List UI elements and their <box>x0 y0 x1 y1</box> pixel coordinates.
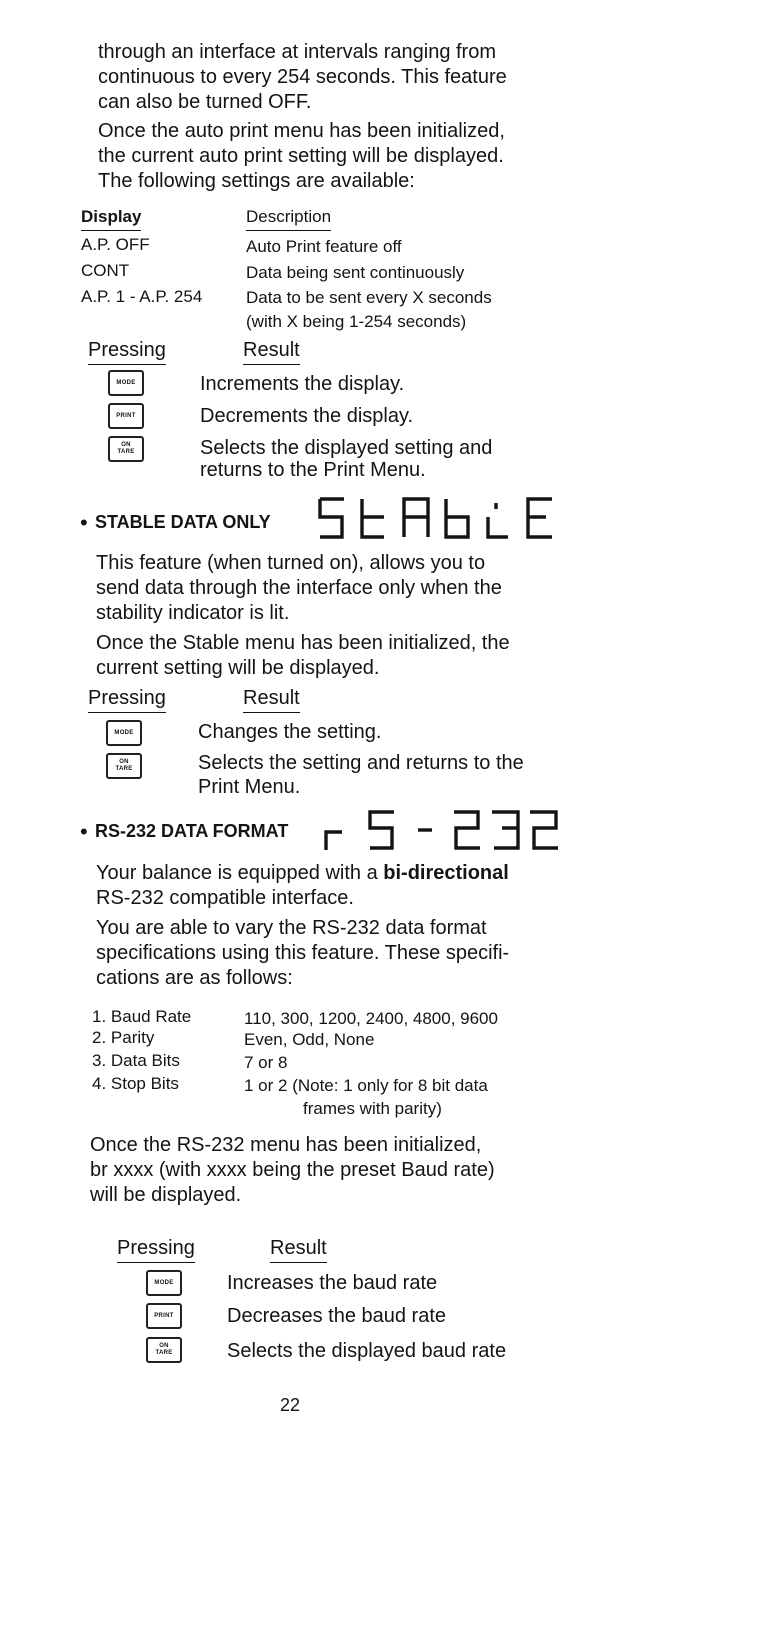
spec-label: 4. Stop Bits <box>92 1074 179 1093</box>
mode-key-label: MODE <box>116 379 136 386</box>
table-row-display: CONT <box>81 261 130 280</box>
rs232-intro-prefix: Your balance is equipped with a <box>96 862 378 884</box>
tare-key-label: TARE <box>117 449 135 455</box>
table-header-display-text: Display <box>81 205 141 231</box>
table-row-description: Auto Print feature off <box>246 237 402 256</box>
rs232-intro-bold: bi-directional <box>383 862 509 884</box>
mode-key-label: MODE <box>154 1279 174 1286</box>
on-tare-key-icon <box>146 1337 182 1363</box>
stable-heading: STABLE DATA ONLY <box>95 512 271 532</box>
spec-value: Even, Odd, None <box>244 1030 375 1049</box>
on-tare-key-icon <box>106 753 142 779</box>
mode-key-label: MODE <box>114 729 134 736</box>
stable-result-header <box>243 686 300 713</box>
stable-action-selects-2: Print Menu. <box>198 776 301 798</box>
mode-key-icon <box>108 370 144 396</box>
table-header-display <box>81 205 141 231</box>
stable-text-2: send data through the interface only when the <box>96 577 502 599</box>
stable-action-changes: Changes the setting. <box>198 721 382 743</box>
rs232-intro-1 <box>96 861 509 886</box>
mode-key-icon <box>106 720 142 746</box>
rs232-init-2: br xxxx (with xxxx being the preset Baud rate) <box>90 1159 495 1181</box>
init-line-3: The following settings are available: <box>98 170 415 192</box>
stable-text-3: stability indicator is lit. <box>96 602 290 624</box>
stable-result-header-text: Result <box>243 686 300 713</box>
stable-init-2: current setting will be displayed. <box>96 657 380 679</box>
stable-pressing-header-text: Pressing <box>88 686 166 713</box>
table-row-description: Data being sent continuously <box>246 263 465 282</box>
intro-line-3: can also be turned OFF. <box>98 91 312 113</box>
rs232-vary-1: You are able to vary the RS-232 data format <box>96 917 487 939</box>
on-tare-key-icon <box>108 436 144 462</box>
spec-continuation: frames with parity) <box>303 1099 442 1118</box>
rs232-vary-2: specifications using this feature. These specifi- <box>96 942 510 964</box>
spec-value: 1 or 2 (Note: 1 only for 8 bit data <box>244 1076 488 1095</box>
spec-value: 7 or 8 <box>244 1053 288 1072</box>
rs232-init-1: Once the RS-232 menu has been initialized, <box>90 1134 482 1156</box>
spec-value: 110, 300, 1200, 2400, 4800, 9600 <box>244 1009 498 1028</box>
rs232-action-selects: Selects the displayed baud rate <box>227 1340 507 1362</box>
rs232-heading: RS-232 DATA FORMAT <box>95 821 289 841</box>
print-key-label: PRINT <box>154 1312 174 1319</box>
rs232-result-header <box>270 1236 327 1263</box>
table-header-description <box>246 205 331 231</box>
stable-lcd-display <box>318 495 558 543</box>
result-header-text: Result <box>243 338 300 365</box>
spec-label: 1. Baud Rate <box>92 1007 192 1026</box>
pressing-header-text: Pressing <box>88 338 166 365</box>
intro-line-2: continuous to every 254 seconds. This feature <box>98 66 507 88</box>
print-key-label: PRINT <box>116 412 136 419</box>
bullet-rs232: • <box>80 819 88 844</box>
tare-key-label: TARE <box>115 766 133 772</box>
print-key-icon <box>108 403 144 429</box>
rs232-vary-3: cations are as follows: <box>96 967 293 989</box>
stable-action-selects-1: Selects the setting and returns to the <box>198 752 524 774</box>
action-increments: Increments the display. <box>200 373 405 395</box>
intro-line-1: through an interface at intervals ranging from <box>98 41 496 63</box>
rs232-result-header-text: Result <box>270 1236 327 1263</box>
bullet-stable: • <box>80 510 88 535</box>
table-row-description: (with X being 1-254 seconds) <box>246 312 467 331</box>
on-key-label: ON <box>119 759 129 765</box>
table-row-description: Data to be sent every X seconds <box>246 288 492 307</box>
result-header <box>243 338 300 365</box>
mode-key-icon <box>146 1270 182 1296</box>
pressing-header <box>88 338 166 365</box>
rs232-action-increases: Increases the baud rate <box>227 1272 438 1294</box>
stable-init-1: Once the Stable menu has been initialized, the <box>96 632 510 654</box>
on-key-label: ON <box>121 442 131 448</box>
rs232-action-decreases: Decreases the baud rate <box>227 1305 447 1327</box>
print-key-icon <box>146 1303 182 1329</box>
spec-label: 2. Parity <box>92 1028 155 1047</box>
tare-key-label: TARE <box>155 1350 173 1356</box>
table-header-description-text: Description <box>246 205 331 231</box>
action-selects-1: Selects the displayed setting and <box>200 437 493 459</box>
stable-pressing-header <box>88 686 166 713</box>
action-selects-2: returns to the Print Menu. <box>200 459 426 481</box>
init-line-1: Once the auto print menu has been initialized, <box>98 120 505 142</box>
init-line-2: the current auto print setting will be displayed. <box>98 145 504 167</box>
spec-label: 3. Data Bits <box>92 1051 180 1070</box>
table-row-display: A.P. 1 - A.P. 254 <box>81 287 203 306</box>
stable-text-1: This feature (when turned on), allows you to <box>96 552 486 574</box>
page-number: 22 <box>280 1395 301 1415</box>
on-key-label: ON <box>159 1343 169 1349</box>
table-row-display: A.P. OFF <box>81 235 150 254</box>
rs232-intro-2: RS-232 compatible interface. <box>96 887 354 909</box>
rs232-lcd-display <box>322 808 562 852</box>
rs232-init-3: will be displayed. <box>90 1184 242 1206</box>
action-decrements: Decrements the display. <box>200 405 414 427</box>
rs232-pressing-header-text: Pressing <box>117 1236 195 1263</box>
rs232-pressing-header <box>117 1236 195 1263</box>
